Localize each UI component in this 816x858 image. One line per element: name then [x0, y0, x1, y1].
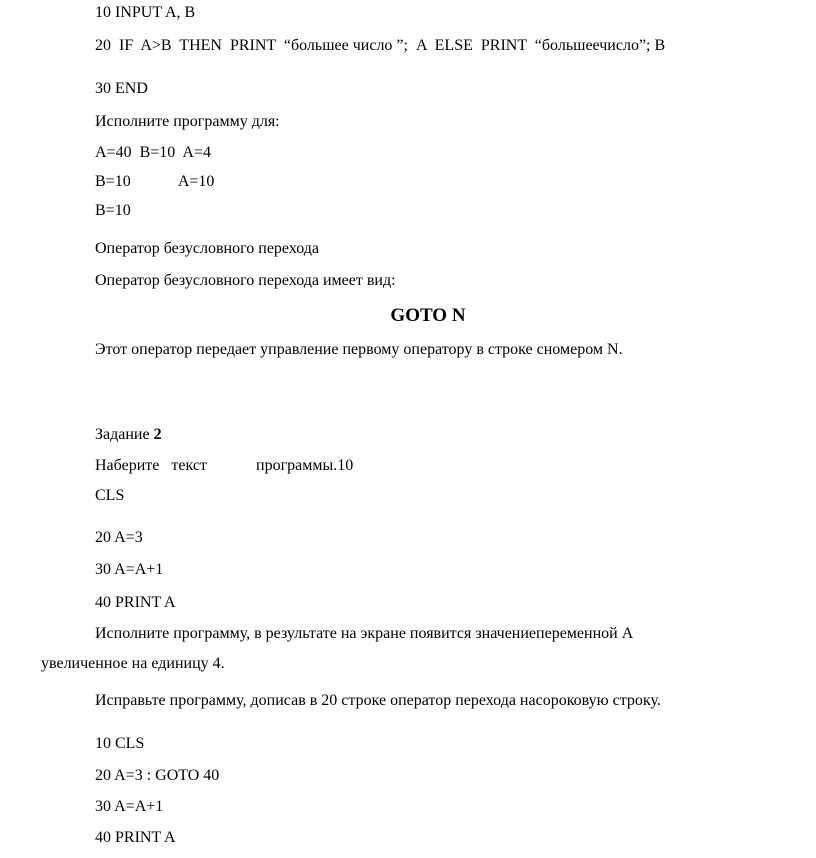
section-description: Этот оператор передает управление первому оператору в строке сномером N.	[95, 341, 623, 358]
task-code-line: 40 PRINT A	[95, 594, 176, 611]
fix-instruction: Исправьте программу, дописав в 20 строке оператор перехода насороковую строку.	[95, 692, 661, 709]
fixed-code-line: 40 PRINT A	[95, 829, 176, 846]
task-code-line: 20 A=3	[95, 529, 143, 546]
task-number: 2	[153, 426, 162, 443]
task-label-text: Задание	[95, 426, 154, 443]
task-code-line: 30 A=A+1	[95, 561, 164, 578]
task-instruction-a: Наберите текст	[95, 457, 207, 474]
task-instruction-b: программы.10	[256, 457, 354, 474]
section-title: Оператор безусловного перехода	[95, 240, 319, 257]
code-line-20: 20 IF A>B THEN PRINT “большее число ”; A ELSE PRINT “большеечисло”; B	[95, 37, 666, 54]
section-intro: Оператор безусловного перехода имеет вид:	[95, 272, 396, 289]
exercise-instruction: Исполните программу для:	[95, 113, 280, 130]
fixed-code-line: 30 A=A+1	[95, 798, 164, 815]
code-line-10: 10 INPUT A, B	[95, 4, 196, 21]
code-line-30: 30 END	[95, 80, 148, 97]
fixed-code-line: 10 CLS	[95, 735, 145, 752]
run-description-line-1: Исполните программу, в результате на экране появится значениепеременной A	[95, 625, 634, 642]
exercise-values-row-2: B=10 A=10	[95, 173, 215, 190]
exercise-values-row-1: A=40 B=10 A=4	[95, 144, 211, 161]
goto-syntax-heading: GOTO N	[390, 305, 466, 326]
task-code-line: CLS	[95, 487, 125, 504]
task-label	[95, 425, 162, 445]
fixed-code-line: 20 A=3 : GOTO 40	[95, 767, 220, 784]
exercise-values-row-3: B=10	[95, 202, 131, 219]
run-description-line-2: увеличенное на единицу 4.	[41, 655, 225, 672]
